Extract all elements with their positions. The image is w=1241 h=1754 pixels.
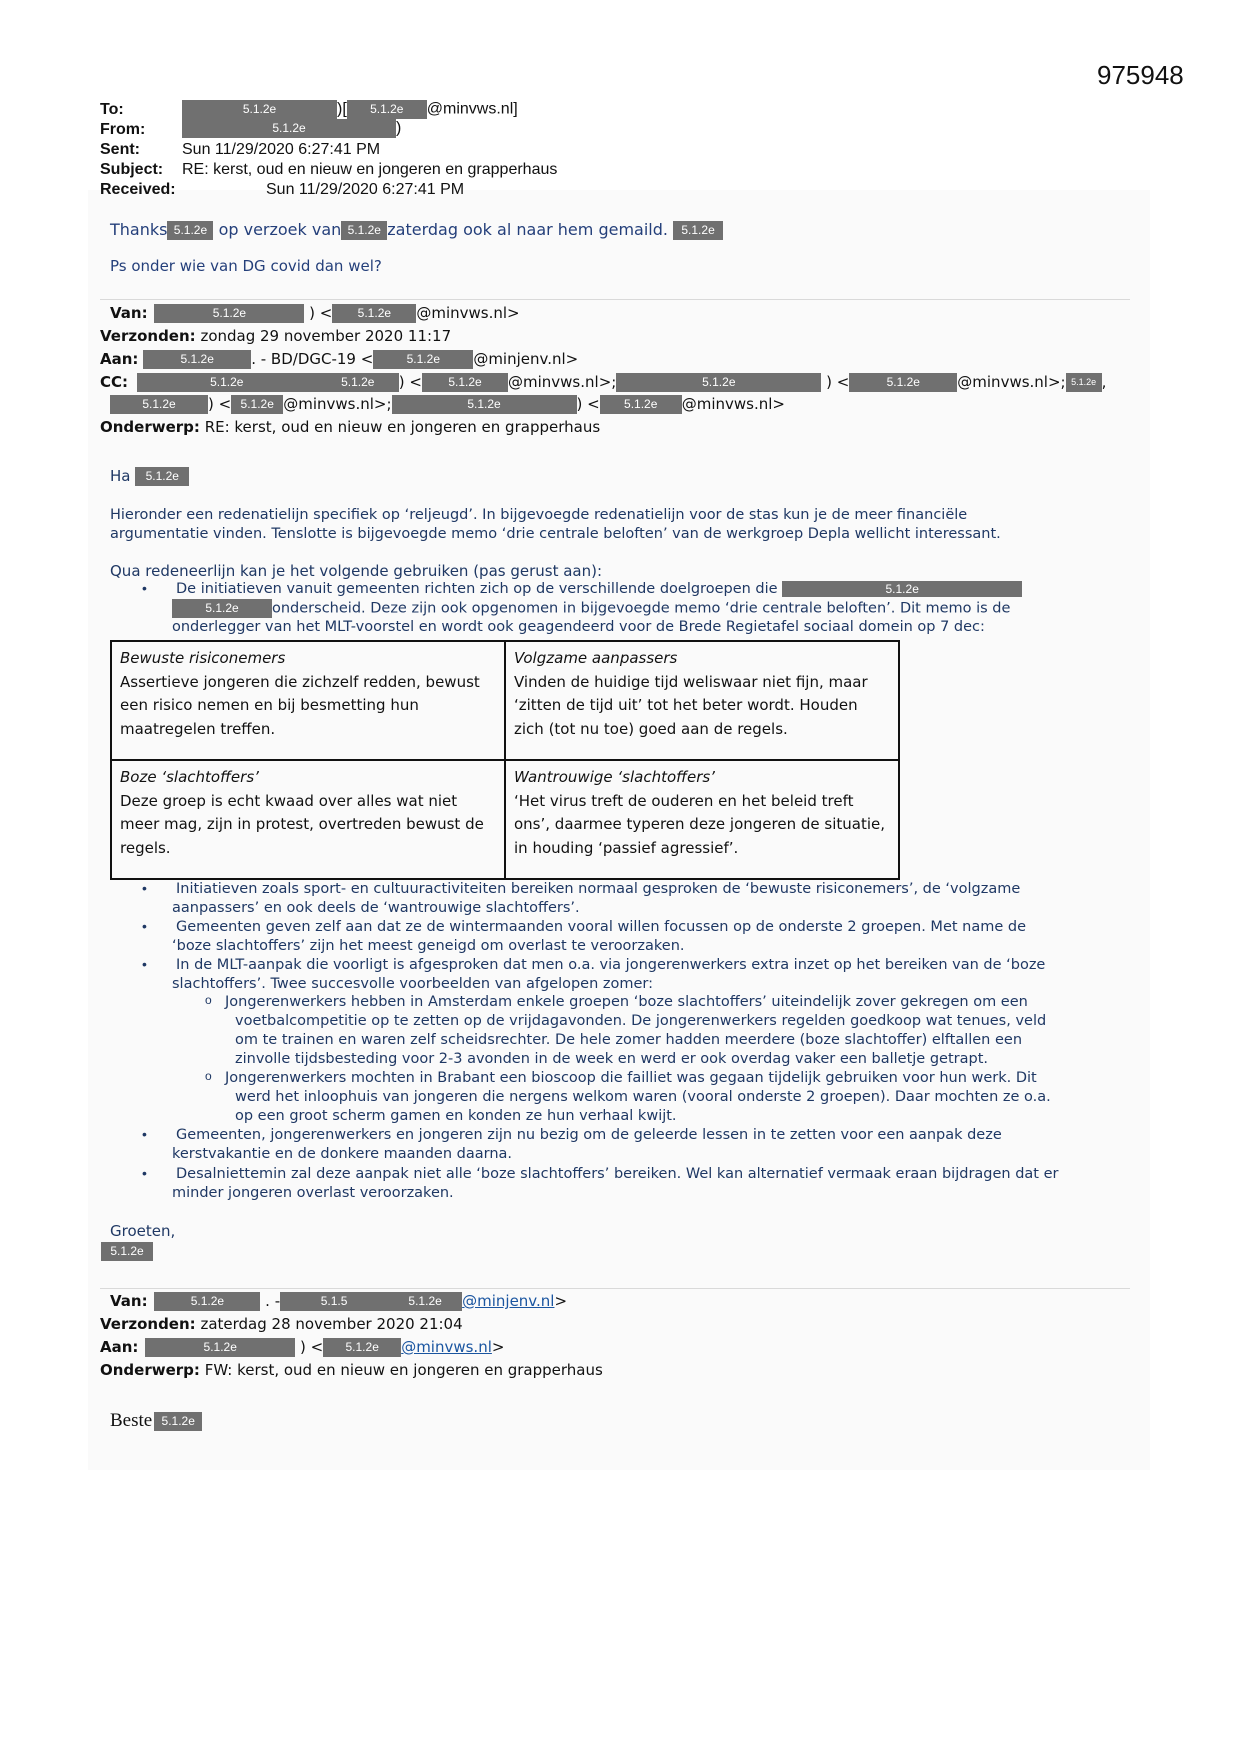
sub-bullet-2-line-2: werd het inloophuis van jongeren die nergens welkom waren (vooral onderste 2 groepen). Daar mochten ze o.a.	[235, 1089, 1051, 1105]
cell-title: Volgzame aanpassers	[514, 649, 678, 667]
redaction-block: 5.1.2e	[231, 395, 283, 414]
outer-subject-value: RE: kerst, oud en nieuw en jongeren en grapperhaus	[182, 161, 558, 178]
table-cell	[505, 641, 899, 760]
reply-ps-line: Ps onder wie van DG covid dan wel?	[110, 257, 382, 275]
redaction-block: 5.1.2e	[341, 221, 387, 240]
sub-bullet-1-line-4: zinvolle tijdsbesteding voor 2-3 avonden in de week en werd er ook overdag vaker een balletje getrapt.	[235, 1051, 988, 1067]
bullet-6-line-1: Desalniettemin zal deze aanpak niet alle ‘boze slachtoffers’ bereiken. Wel kan alternatief vermaak eraan bijdragen dat er	[176, 1166, 1059, 1182]
mail3-aan-row: Aan: 5.1.2e ) < 5.1.2e @minvws.nl>	[100, 1338, 505, 1356]
cell-title: Boze ‘slachtoffers’	[120, 768, 259, 786]
bullet-1-line-2: 5.1.2e onderscheid. Deze zijn ook opgenomen in bijgevoegde memo ‘drie centrale beloften’. Dit memo is de	[172, 599, 1010, 619]
redaction-block: 5.1.2e	[388, 1292, 462, 1311]
separator	[100, 299, 1130, 300]
mail3-van-row: Van: 5.1.2e . - 5.1.5 5.1.2e @minjenv.nl>	[110, 1292, 568, 1310]
table-cell	[505, 760, 899, 879]
sub-bullet-1-line-3: om te trainen en waren zelf scheidsrechter. De hele zomer hadden meerdere (boze slachtoffer) elftallen een	[235, 1032, 1023, 1048]
from-label: From:	[100, 121, 146, 138]
received-label: Received:	[100, 181, 176, 198]
bullet-marker: •	[142, 956, 147, 972]
sub-bullet-2-line-1: Jongerenwerkers mochten in Brabant een bioscoop die failliet was gegaan tijdelijk gebruiken voor hun werk. Dit	[225, 1070, 1037, 1086]
redaction-block: 5.1.2e	[172, 599, 272, 618]
outer-received-row	[100, 180, 176, 200]
bullet-marker: •	[142, 580, 147, 596]
mail2-cc-row: CC: 5.1.2e 5.1.2e ) < 5.1.2e @minvws.nl>; 5.1.2e ) < 5.1.2e @minvws.nl>; 5.1.2e ,	[100, 373, 1107, 391]
mail2-closing: Groeten,	[110, 1222, 176, 1240]
mail2-van-row: Van: 5.1.2e ) < 5.1.2e @minvws.nl>	[110, 304, 520, 322]
outer-from-values: 5.1.2e )	[182, 119, 401, 138]
redaction-block: 5.1.2e	[373, 350, 473, 369]
redaction-block: 5.1.2e	[392, 395, 577, 414]
to-label: To:	[100, 101, 124, 118]
redaction-block: 5.1.2e	[145, 1338, 295, 1357]
redaction-block: 5.1.2e	[332, 304, 416, 323]
sub-bullet-marker: o	[205, 993, 212, 1007]
mail3-verzonden-row: Verzonden: zaterdag 28 november 2020 21:04	[100, 1315, 463, 1333]
reply-thanks-line: Thanks 5.1.2e op verzoek van 5.1.2e zaterdag ook al naar hem gemaild. 5.1.2e	[110, 219, 723, 241]
mail3-onderwerp-row: Onderwerp: FW: kerst, oud en nieuw en jongeren en grapperhaus	[100, 1361, 603, 1379]
redaction-block: 5.1.2e	[600, 395, 682, 414]
redaction-block: 5.1.2e	[323, 1338, 401, 1357]
redaction-block: 5.1.5	[280, 1292, 388, 1311]
mail2-aan-row: Aan: 5.1.2e . - BD/DGC-19 < 5.1.2e @minjenv.nl>	[100, 350, 579, 368]
table-row	[111, 641, 899, 760]
outer-subject-row	[100, 160, 163, 180]
redaction-block: 5.1.2e	[347, 100, 427, 119]
email-link[interactable]: @minvws.nl	[401, 1338, 492, 1356]
sub-bullet-1-line-2: voetbalcompetitie op te zetten op de vrijdagavonden. De jongerenwerkers regelden goedkoop wat tenues, veld	[235, 1013, 1047, 1029]
redaction-block: 5.1.2e	[101, 1242, 153, 1261]
bullet-5-line-2: kerstvakantie en de donkere maanden daarna.	[172, 1146, 512, 1162]
groups-table	[110, 640, 900, 880]
sub-bullet-marker: o	[205, 1069, 212, 1083]
bullet-2-line-1: Initiatieven zoals sport- en cultuuractiviteiten bereiken normaal gesproken de ‘bewuste risiconemers’, de ‘volgzame	[176, 881, 1021, 897]
bullet-marker: •	[142, 1165, 147, 1181]
bullet-4-line-2: slachtoffers’. Twee succesvolle voorbeelden van afgelopen zomer:	[172, 976, 654, 992]
redaction-block: 5.1.2e	[110, 395, 208, 414]
table-cell	[111, 760, 505, 879]
bullet-1-line-3: onderlegger van het MLT-voorstel en wordt ook geagendeerd voor de Brede Regietafel sociaal domein op 7 dec:	[172, 619, 985, 635]
redaction-block: 5.1.2e	[782, 581, 1022, 597]
document-number: 975948	[1097, 60, 1184, 90]
bullet-3-line-1: Gemeenten geven zelf aan dat ze de wintermaanden vooral willen focussen op de onderste 2 groepen. Met name de	[176, 919, 1027, 935]
bullet-marker: •	[142, 1126, 147, 1142]
mail2-verzonden-row: Verzonden: zondag 29 november 2020 11:17	[100, 327, 452, 345]
separator	[100, 1288, 1130, 1289]
sub-bullet-2-line-3: op een groot scherm gamen en konden ze hun verhaal kwijt.	[235, 1108, 677, 1124]
redaction-block: 5.1.2e	[317, 373, 399, 392]
sub-bullet-1-line-1: Jongerenwerkers hebben in Amsterdam enkele groepen ‘boze slachtoffers’ uiteindelijk zover gekregen om een	[225, 994, 1028, 1010]
outer-received-value: Sun 11/29/2020 6:27:41 PM	[266, 181, 465, 198]
redaction-block: 5.1.2e	[849, 373, 957, 392]
cell-title: Bewuste risiconemers	[120, 649, 286, 667]
bullet-1-line-1: De initiatieven vanuit gemeenten richten zich op de verschillende doelgroepen die 5.1.2e	[176, 580, 1022, 599]
subject-label: Subject:	[100, 161, 164, 178]
redaction-block: 5.1.2e	[154, 1412, 202, 1431]
table-cell	[111, 641, 505, 760]
redaction-block: 5.1.2e	[143, 350, 251, 369]
bullet-3-line-2: ‘boze slachtoffers’ zijn het meest geneigd om overlast te veroorzaken.	[172, 938, 685, 954]
mail2-greeting: Ha 5.1.2e	[110, 467, 189, 486]
redaction-block: 5.1.2e	[167, 221, 213, 240]
redaction-block: 5.1.2e	[673, 221, 723, 240]
outer-to-row	[100, 100, 124, 120]
mail3-greeting: Beste 5.1.2e	[110, 1410, 202, 1432]
outer-sent-value: Sun 11/29/2020 6:27:41 PM	[182, 141, 381, 158]
bullet-4-line-1: In de MLT-aanpak die voorligt is afgesproken dat men o.a. via jongerenwerkers extra inzet op het bereiken van de ‘boze	[176, 957, 1046, 973]
bullet-5-line-1: Gemeenten, jongerenwerkers en jongeren zijn nu bezig om de geleerde lessen in te zetten voor een aanpak deze	[176, 1127, 1002, 1143]
redaction-block: 5.1.2e	[182, 100, 337, 119]
cell-text: Assertieve jongeren die zichzelf redden, bewust een risico nemen en bij besmetting hun maatregelen treffen.	[120, 672, 480, 738]
redaction-block: 5.1.2e	[182, 119, 396, 138]
mail2-signature	[101, 1242, 153, 1261]
cell-text: ‘Het virus treft de ouderen en het beleid treft ons’, daarmee typeren deze jongeren de situatie, in houding ‘passief agressief’.	[514, 791, 885, 857]
bullet-marker: •	[142, 918, 147, 934]
outer-sent-row	[100, 140, 140, 160]
redaction-block: 5.1.2e	[1066, 373, 1102, 392]
mail2-qua: Qua redeneerlijn kan je het volgende gebruiken (pas gerust aan):	[110, 562, 603, 580]
email-link[interactable]: @minjenv.nl	[462, 1292, 555, 1310]
redaction-block: 5.1.2e	[135, 467, 189, 486]
redaction-block: 5.1.2e	[154, 304, 304, 323]
redaction-block: 5.1.2e	[616, 373, 821, 392]
mail2-onderwerp-row: Onderwerp: RE: kerst, oud en nieuw en jongeren en grapperhaus	[100, 418, 601, 436]
to-address: @minvws.nl]	[426, 100, 518, 118]
redaction-block: 5.1.2e	[422, 373, 508, 392]
mail2-intro-1: Hieronder een redenatielijn specifiek op ‘reljeugd’. In bijgevoegde redenatielijn voor de stas kun je de meer financiële	[110, 507, 968, 523]
mail2-intro-2: argumentatie vinden. Tenslotte is bijgevoegde memo ‘drie centrale beloften’ van de werkgroep Depla wellicht interessant.	[110, 526, 1001, 542]
bullet-6-line-2: minder jongeren overlast veroorzaken.	[172, 1185, 454, 1201]
outer-from-row	[100, 120, 145, 140]
cell-text: Vinden de huidige tijd weliswaar niet fijn, maar ‘zitten de tijd uit’ tot het beter wordt. Houden zich (tot nu toe) goed aan de regels.	[514, 672, 868, 738]
bullet-marker: •	[142, 880, 147, 896]
redaction-block: 5.1.2e	[137, 373, 317, 392]
outer-to-values: 5.1.2e )[ 5.1.2e @minvws.nl]	[182, 100, 518, 119]
cell-title: Wantrouwige ‘slachtoffers’	[514, 768, 715, 786]
table-row	[111, 760, 899, 879]
mail2-cc-row-2: 5.1.2e ) < 5.1.2e @minvws.nl>; 5.1.2e ) < 5.1.2e @minvws.nl>	[110, 393, 785, 416]
bullet-2-line-2: aanpassers’ en ook deels de ‘wantrouwige slachtoffers’.	[172, 900, 580, 916]
cell-text: Deze groep is echt kwaad over alles wat niet meer mag, zijn in protest, overtreden bewust de regels.	[120, 791, 484, 857]
sent-label: Sent:	[100, 141, 140, 158]
redaction-block: 5.1.2e	[154, 1292, 260, 1311]
